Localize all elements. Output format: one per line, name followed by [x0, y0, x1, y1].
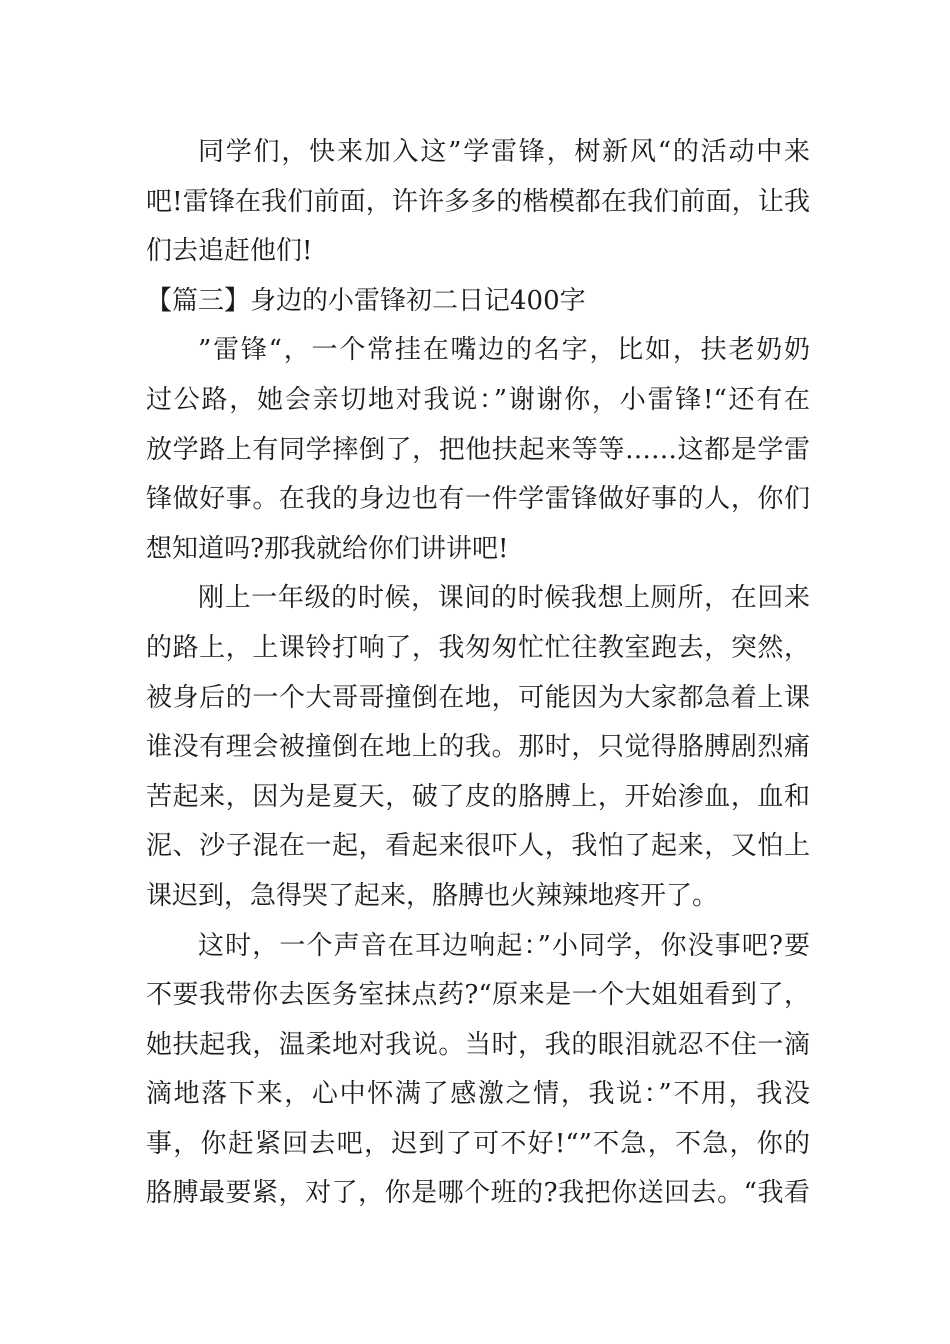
paragraph-line: 事，你赶紧回去吧，迟到了可不好!“”不急，不急，你的 [146, 1128, 810, 1159]
section-heading: 【篇三】身边的小雷锋初二日记400字 [146, 285, 586, 316]
paragraph-line: 谁没有理会被撞倒在地上的我。那时，只觉得胳膊剧烈痛 [146, 732, 810, 763]
paragraph-line: 她扶起我，温柔地对我说。当时，我的眼泪就忍不住一滴 [146, 1029, 810, 1060]
paragraph-line: 的路上，上课铃打响了，我匆匆忙忙往教室跑去，突然， [146, 632, 810, 663]
paragraph-line: 泥、沙子混在一起，看起来很吓人，我怕了起来，又怕上 [146, 831, 810, 862]
paragraph-line: 想知道吗?那我就给你们讲讲吧! [146, 533, 509, 564]
paragraph-line: 放学路上有同学摔倒了，把他扶起来等等……这都是学雷 [146, 434, 810, 465]
paragraph-line: 同学们，快来加入这”学雷锋，树新风“的活动中来 [198, 137, 810, 167]
paragraph-line: 被身后的一个大哥哥撞倒在地，可能因为大家都急着上课 [146, 682, 810, 713]
paragraph-line: 胳膊最要紧，对了，你是哪个班的?我把你送回去。“我看 [146, 1178, 810, 1209]
paragraph-line: 吧!雷锋在我们前面，许许多多的楷模都在我们前面，让我 [146, 186, 810, 217]
paragraph-line: ”雷锋“，一个常挂在嘴边的名字，比如，扶老奶奶 [198, 335, 810, 366]
paragraph-line: 刚上一年级的时候，课间的时候我想上厕所，在回来 [198, 583, 810, 614]
paragraph-line: 滴地落下来，心中怀满了感激之情，我说：”不用，我没 [146, 1079, 810, 1110]
paragraph-line: 不要我带你去医务室抹点药?“原来是一个大姐姐看到了， [146, 980, 810, 1011]
article-body [146, 128, 810, 1219]
paragraph-line: 们去追赶他们! [146, 236, 313, 267]
paragraph-line: 这时，一个声音在耳边响起：”小同学，你没事吧?要 [198, 930, 810, 961]
paragraph-line: 锋做好事。在我的身边也有一件学雷锋做好事的人，你们 [146, 484, 810, 515]
paragraph-line: 苦起来，因为是夏天，破了皮的胳膊上，开始渗血，血和 [146, 781, 810, 812]
paragraph-line: 课迟到，急得哭了起来，胳膊也火辣辣地疼开了。 [146, 880, 719, 911]
paragraph-line: 过公路，她会亲切地对我说：”谢谢你，小雷锋!“还有在 [146, 384, 810, 415]
